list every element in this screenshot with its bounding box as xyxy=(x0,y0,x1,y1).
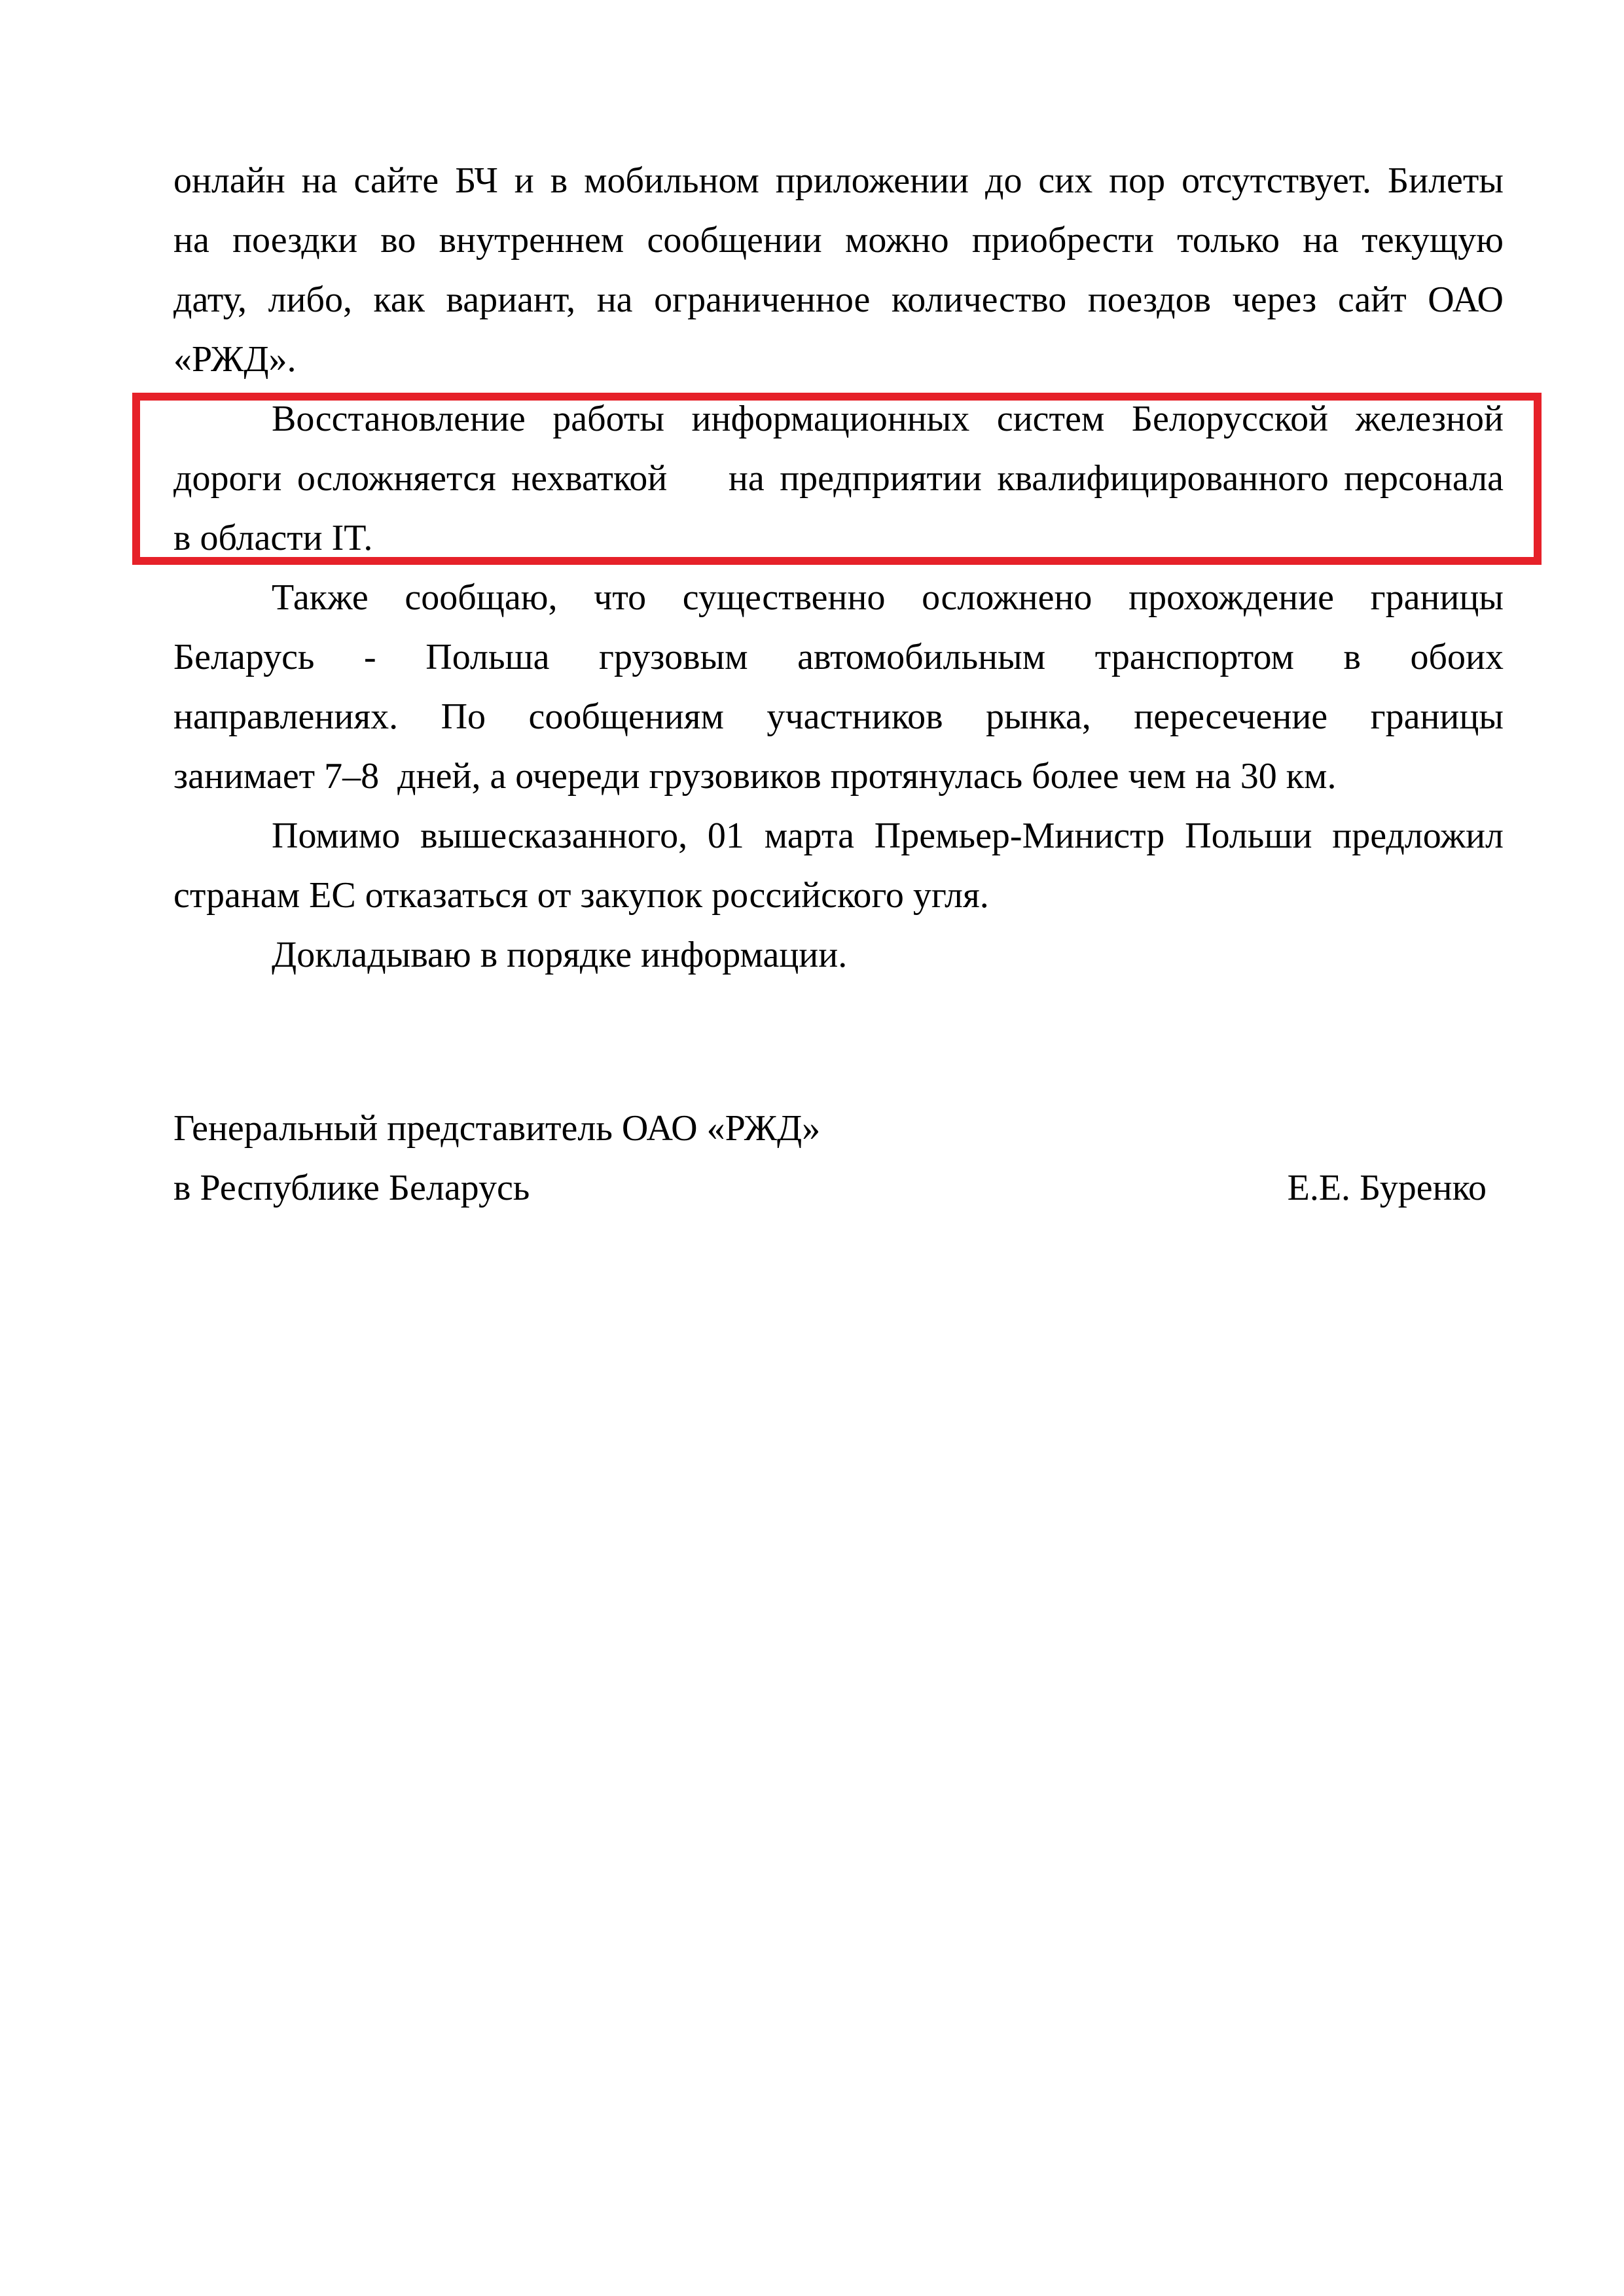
text-line: онлайн на сайте БЧ и в мобильном приложении до сих пор отсутствует. Билеты xyxy=(173,160,1504,201)
signature-name: Е.Е. Буренко xyxy=(1287,1168,1487,1208)
letter-body xyxy=(173,151,1504,1218)
text-line: на поездки во внутреннем сообщении можно приобрести только на текущую xyxy=(173,220,1504,260)
signature-row xyxy=(173,1158,1504,1218)
text-line: Также сообщаю, что существенно осложнено прохождение границы xyxy=(272,577,1504,618)
signature-gap xyxy=(173,985,1504,1099)
text-line: странам ЕС отказаться от закупок российского угля. xyxy=(173,875,989,916)
text-line: Докладываю в порядке информации. xyxy=(272,935,848,975)
text-line: дату, либо, как вариант, на ограниченное количество поездов через сайт ОАО xyxy=(173,279,1504,320)
signature-title: Генеральный представитель ОАО «РЖД» xyxy=(173,1108,821,1149)
signature-block xyxy=(173,1099,1504,1218)
text-line: в области IT. xyxy=(173,518,373,558)
text-line: направлениях. По сообщениям участников рынка, пересечение границы xyxy=(173,696,1504,737)
text-line: дороги осложняется нехваткой на предприятии квалифицированного персонала xyxy=(173,458,1504,499)
paragraph-border-crossing xyxy=(173,568,1504,806)
paragraph-tickets xyxy=(173,151,1504,389)
signature-location: в Республике Беларусь xyxy=(173,1168,530,1208)
paragraph-it-staff-highlighted xyxy=(173,389,1504,568)
paragraph-closing xyxy=(173,925,1504,985)
text-line: Восстановление работы информационных систем Белорусской железной xyxy=(272,399,1504,439)
text-line: Помимо вышесказанного, 01 марта Премьер-Министр Польши предложил xyxy=(272,816,1504,856)
text-line: «РЖД». xyxy=(173,339,297,380)
paragraph-coal-embargo xyxy=(173,806,1504,925)
text-line: Беларусь - Польша грузовым автомобильным транспортом в обоих xyxy=(173,637,1504,677)
text-line: занимает 7–8 дней, а очереди грузовиков протянулась более чем на 30 км. xyxy=(173,756,1337,797)
